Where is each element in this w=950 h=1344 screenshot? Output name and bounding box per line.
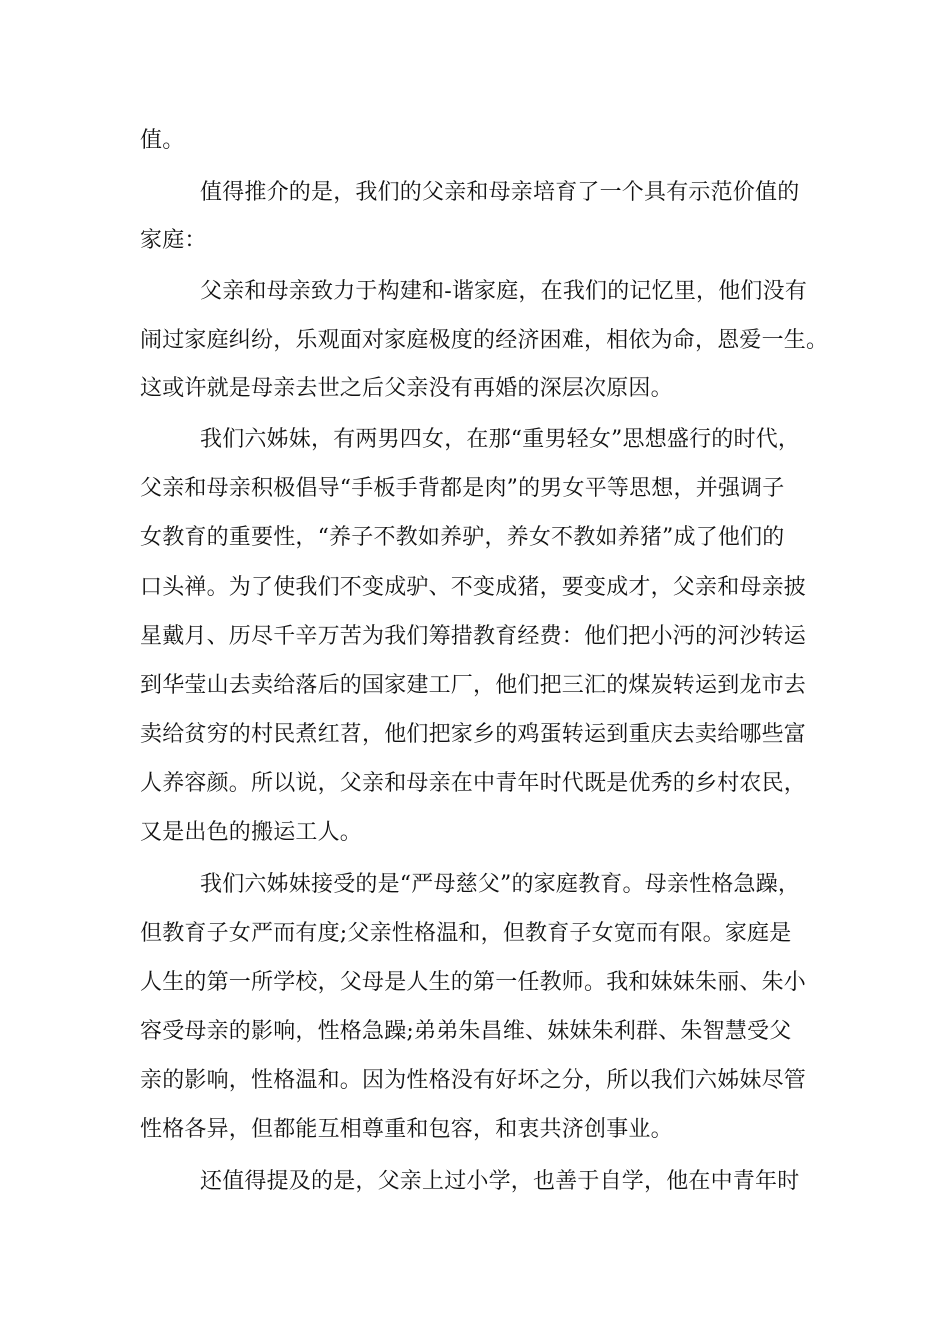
text-line: 到华莹山去卖给落后的国家建工厂，他们把三汇的煤炭转运到龙市去 <box>140 673 807 698</box>
text-line: 我们六姊妹接受的是“严母慈父”的家庭教育。母亲性格急躁， <box>200 872 801 897</box>
text-line: 父亲和母亲致力于构建和-谐家庭，在我们的记忆里，他们没有 <box>200 279 808 304</box>
text-line: 容受母亲的影响，性格急躁;弟弟朱昌维、妹妹朱利群、朱智慧受父 <box>140 1019 792 1044</box>
text-line: 还值得提及的是，父亲上过小学，也善于自学，他在中青年时 <box>200 1169 800 1194</box>
text-line: 人生的第一所学校，父母是人生的第一任教师。我和妹妹朱丽、朱小 <box>140 970 807 995</box>
text-line: 卖给贫穷的村民煮红苕，他们把家乡的鸡蛋转运到重庆去卖给哪些富 <box>140 722 807 747</box>
text-line: 性格各异，但都能互相尊重和包容，和衷共济创事业。 <box>140 1117 673 1142</box>
text-line: 父亲和母亲积极倡导“手板手背都是肉”的男女平等思想，并强调子 <box>140 476 785 501</box>
text-line: 这或许就是母亲去世之后父亲没有再婚的深层次原因。 <box>140 376 673 401</box>
text-line: 值。 <box>140 128 185 153</box>
text-line: 闹过家庭纠纷，乐观面对家庭极度的经济困难，相依为命，恩爱一生。 <box>140 328 829 353</box>
text-line: 我们六姊妹，有两男四女，在那“重男轻女”思想盛行的时代， <box>200 427 801 452</box>
text-line: 口头禅。为了使我们不变成驴、不变成猪，要变成才，父亲和母亲披 <box>140 575 807 600</box>
text-line: 星戴月、历尽千辛万苦为我们筹措教育经费：他们把小沔的河沙转运 <box>140 624 807 649</box>
text-line: 值得推介的是，我们的父亲和母亲培育了一个具有示范价值的 <box>200 180 800 205</box>
text-line: 但教育子女严而有度;父亲性格温和，但教育子女宽而有限。家庭是 <box>140 921 792 946</box>
text-line: 又是出色的搬运工人。 <box>140 820 363 845</box>
text-line: 人养容颜。所以说，父亲和母亲在中青年时代既是优秀的乡村农民， <box>140 771 807 796</box>
text-line: 女教育的重要性，“养子不教如养驴，养女不教如养猪”成了他们的 <box>140 525 785 550</box>
text-line: 家庭： <box>140 228 207 253</box>
text-line: 亲的影响，性格温和。因为性格没有好坏之分，所以我们六姊妹尽管 <box>140 1068 807 1093</box>
